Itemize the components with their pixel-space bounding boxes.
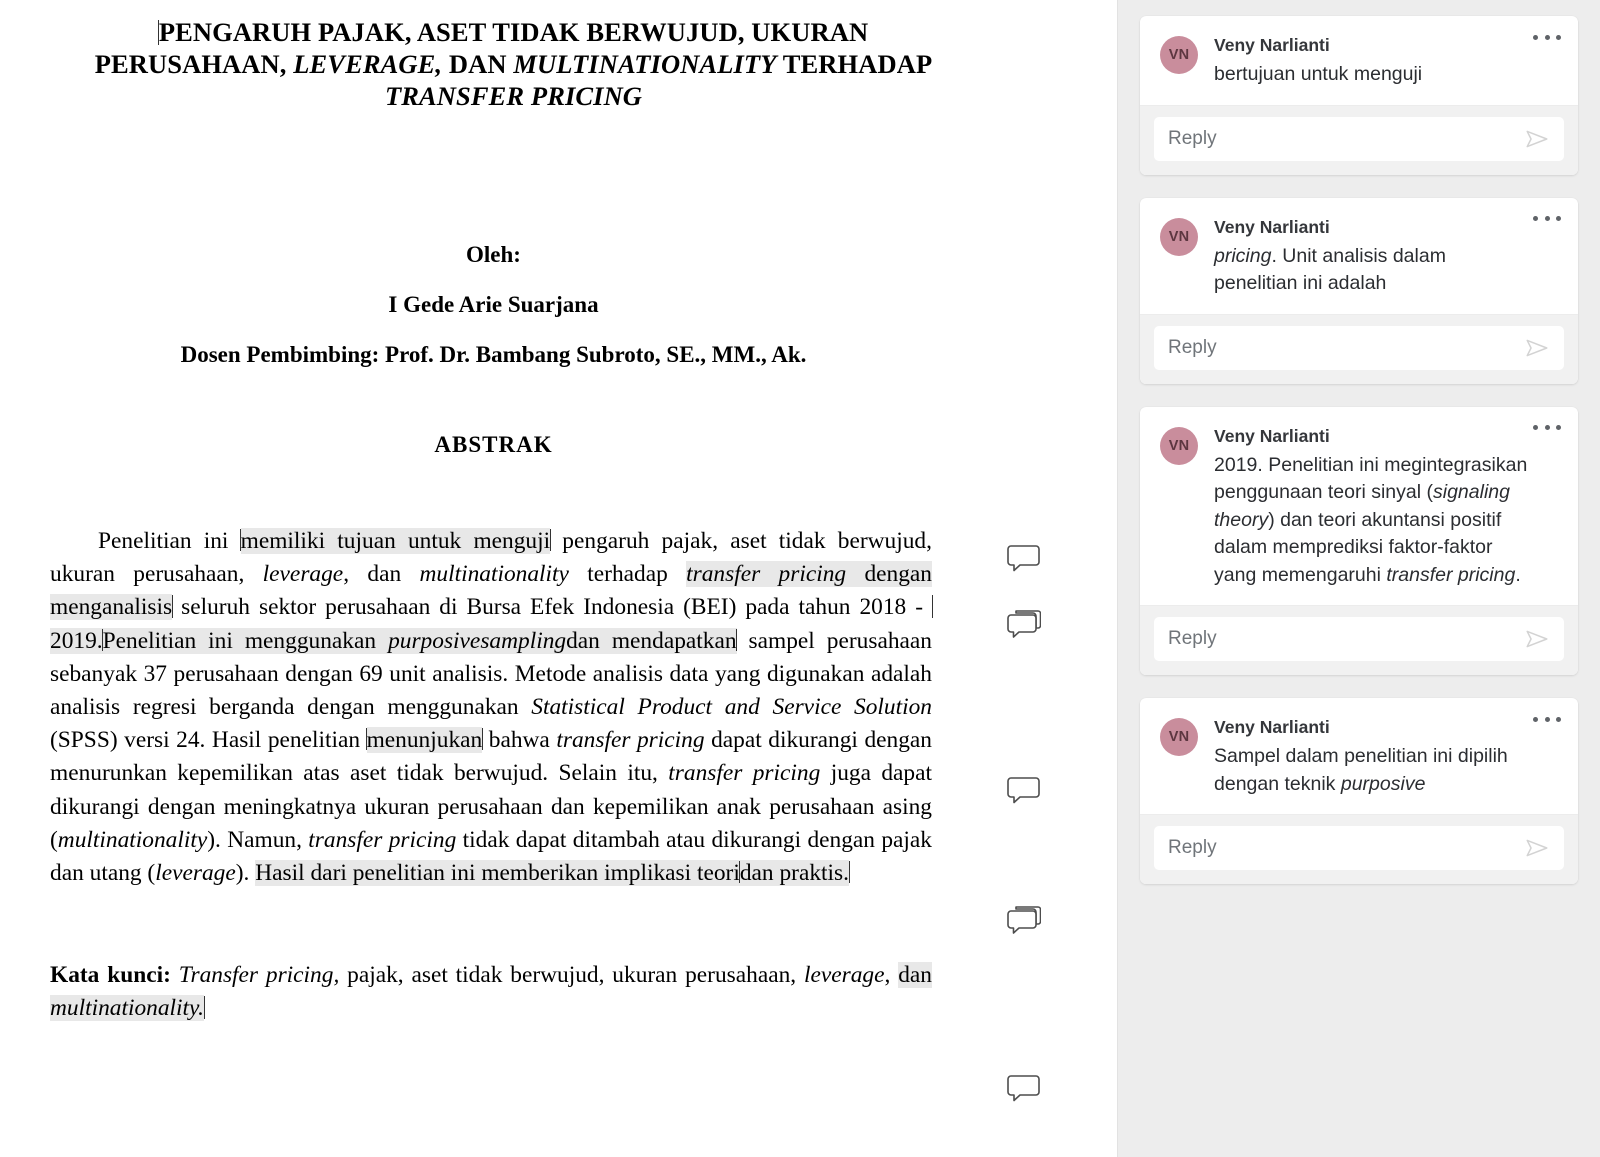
comment-footer xyxy=(1140,814,1578,884)
keywords-label: Kata kunci: xyxy=(50,962,171,989)
abstract-run-12: tidak dapat ditambah atau dikurangi dengan pajak dan utang ( xyxy=(50,826,932,887)
comment-text-run: Sampel dalam penelitian ini dipilih dengan teknik xyxy=(1214,745,1508,795)
highlight-italic-sampling: sampling xyxy=(480,627,567,654)
oleh-label: Oleh: xyxy=(466,242,521,267)
abstract-run-3: , dan xyxy=(343,561,420,588)
dot xyxy=(1545,717,1550,722)
comment-anchor-3[interactable] xyxy=(1007,775,1041,805)
abstract-italic-leverage: leverage xyxy=(262,561,344,588)
comment-card[interactable] xyxy=(1140,698,1578,884)
abstract-run-9: dapat dikurangi dengan menurunkan kepemilikan atas aset tidak berwujud. Selain itu, xyxy=(50,727,932,787)
comment-anchor-5[interactable] xyxy=(1007,1073,1041,1103)
comment-author: Veny Narlianti xyxy=(1214,425,1330,446)
comment-body xyxy=(1140,16,1578,105)
comment-text-run-italic: signaling theory xyxy=(1214,481,1510,531)
text-caret xyxy=(932,595,933,617)
comment-body xyxy=(1140,698,1578,814)
comment-anchor-4[interactable] xyxy=(1007,905,1041,935)
comment-text-run-italic: purposive xyxy=(1340,772,1426,795)
highlight-run-7: Hasil dari penelitian ini memberikan implikasi teori xyxy=(255,860,740,887)
abstract-run-8: bahwa xyxy=(482,727,557,754)
keywords-highlight-dan: dan xyxy=(898,962,932,989)
author-name: I Gede Arie Suarjana xyxy=(388,292,599,317)
text-caret xyxy=(204,996,205,1018)
reply-input[interactable] xyxy=(1168,128,1524,150)
highlight-run-4: Penelitian ini menggunakan xyxy=(102,627,389,654)
comment-anchor-1[interactable] xyxy=(1007,543,1041,573)
abstract-run-4: terhadap xyxy=(568,561,687,588)
dot xyxy=(1556,35,1561,40)
highlight-italic-purposive: purposive xyxy=(388,627,481,654)
comment-more-options-icon[interactable] xyxy=(1530,708,1564,730)
comment-more-options-icon[interactable] xyxy=(1530,26,1564,48)
abstract-heading: ABSTRAK xyxy=(434,432,553,457)
abstract-run-1: Penelitian ini xyxy=(98,528,241,554)
title-part-terhadap: TERHADAP xyxy=(776,49,933,79)
highlight-run-1: memiliki tujuan untuk menguji xyxy=(240,528,551,554)
comment-text-run: 2019. Penelitian ini megintegrasikan penggunaan teori sinyal ( xyxy=(1214,453,1528,503)
send-icon[interactable] xyxy=(1524,126,1550,152)
comment-anchor-2[interactable] xyxy=(1007,609,1041,639)
text-caret xyxy=(849,861,850,883)
comment-more-options-icon[interactable] xyxy=(1530,417,1564,439)
keyword-multinationality: multinationality. xyxy=(50,995,204,1022)
reply-input[interactable] xyxy=(1168,628,1524,650)
comment-text xyxy=(1214,243,1532,298)
abstract-italic-multinationality: multinationality xyxy=(419,561,569,588)
avatar: VN xyxy=(1160,218,1198,256)
comment-text xyxy=(1214,452,1532,590)
abstract-run-13: ). xyxy=(235,860,256,887)
keywords-plain-1: pajak, aset tidak berwujud, ukuran perusahaan, xyxy=(339,962,804,989)
dot xyxy=(1545,216,1550,221)
abstract-italic-spss-name: Statistical Product and Service Solution xyxy=(531,694,932,721)
comment-anchor-gutter xyxy=(1007,0,1057,1157)
dot xyxy=(1545,425,1550,430)
byline-block xyxy=(0,230,1117,380)
dot xyxy=(1556,425,1561,430)
keywords-plain-2: , xyxy=(884,962,899,989)
abstract-italic-transfer-pricing: transfer pricing xyxy=(686,561,847,588)
dot xyxy=(1533,425,1538,430)
title-part-transfer-pricing: TRANSFER PRICING xyxy=(384,81,643,111)
keyword-leverage: leverage xyxy=(803,962,885,989)
keyword-transfer-pricing: Transfer pricing, xyxy=(170,962,340,989)
abstract-body xyxy=(50,525,932,890)
title-part-dan: DAN xyxy=(442,49,514,79)
reply-row[interactable] xyxy=(1154,326,1564,370)
abstract-italic-leverage-2: leverage xyxy=(155,860,236,887)
comment-bubble-icon xyxy=(1007,775,1041,805)
avatar: VN xyxy=(1160,427,1198,465)
reply-input[interactable] xyxy=(1168,337,1524,359)
send-icon[interactable] xyxy=(1524,335,1550,361)
highlight-run-3: 2019. xyxy=(50,627,103,654)
abstract-italic-tp-3: transfer pricing xyxy=(308,826,457,853)
keywords-line xyxy=(50,959,932,1025)
abstract-run-11: ). Namun, xyxy=(207,826,309,853)
comment-text xyxy=(1214,743,1532,798)
reply-input[interactable] xyxy=(1168,837,1524,859)
dot xyxy=(1533,35,1538,40)
title-part-leverage: LEVERAGE, xyxy=(293,49,443,79)
abstract-run-6: sampel perusahaan sebanyak 37 perusahaan dengan 69 unit analisis. Metode analisis data yang digunakan adalah analisis regresi berganda dengan menggunakan xyxy=(50,627,932,721)
comment-text-run: ) dan teori akuntansi positif dalam memprediksi faktor-faktor yang memengaruhi xyxy=(1214,508,1502,586)
abstract-italic-tp-1: transfer pricing xyxy=(556,727,705,754)
highlight-run-8: dan praktis. xyxy=(739,860,849,887)
comment-card[interactable] xyxy=(1140,407,1578,676)
dot xyxy=(1533,717,1538,722)
comment-footer xyxy=(1140,314,1578,384)
comment-card[interactable] xyxy=(1140,198,1578,384)
dot xyxy=(1556,216,1561,221)
comment-text-column xyxy=(1214,716,1558,798)
comment-bubble-stacked-icon xyxy=(1007,905,1041,935)
dot xyxy=(1545,35,1550,40)
highlight-run-2: dengan menganalisis xyxy=(50,561,932,621)
comment-bubble-icon xyxy=(1007,543,1041,573)
comment-text-run: bertujuan untuk menguji xyxy=(1214,63,1423,85)
abstract-paragraph xyxy=(50,525,932,890)
abstract-run-7: (SPSS) versi 24. Hasil penelitian xyxy=(50,727,367,754)
reply-row[interactable] xyxy=(1154,617,1564,661)
supervisor-name: Dosen Pembimbing: Prof. Dr. Bambang Subroto, SE., MM., Ak. xyxy=(180,342,807,367)
comment-text-run: . xyxy=(1515,563,1521,586)
reply-row[interactable] xyxy=(1154,117,1564,161)
abstract-run-5: seluruh sektor perusahaan di Bursa Efek Indonesia (BEI) pada tahun 2018 - xyxy=(172,594,932,621)
comment-more-options-icon[interactable] xyxy=(1530,208,1564,230)
comment-author: Veny Narlianti xyxy=(1214,717,1330,737)
title-part-main: PENGARUH PAJAK, ASET TIDAK BERWUJUD, UKURAN PERUSAHAAN, xyxy=(94,17,869,79)
comment-body xyxy=(1140,407,1578,606)
comment-footer xyxy=(1140,105,1578,175)
dot xyxy=(1556,717,1561,722)
comment-body xyxy=(1140,198,1578,314)
comment-card[interactable] xyxy=(1140,16,1578,175)
abstract-run-10: juga dapat dikurangi dengan meningkatnya ukuran perusahaan dan kepemilikan anak perusahaan asing ( xyxy=(50,760,932,853)
comment-text-run-italic: pricing xyxy=(1214,244,1272,267)
avatar: VN xyxy=(1160,36,1198,74)
highlight-run-5: dan mendapatkan xyxy=(566,627,737,654)
send-icon[interactable] xyxy=(1524,835,1550,861)
abstract-run-2: pengaruh pajak, aset tidak berwujud, ukuran perusahaan, xyxy=(50,528,932,588)
page-title xyxy=(75,16,952,112)
reply-row[interactable] xyxy=(1154,826,1564,870)
comment-author: Veny Narlianti xyxy=(1214,216,1330,237)
comment-footer xyxy=(1140,605,1578,675)
comment-author: Veny Narlianti xyxy=(1214,35,1330,55)
comment-bubble-icon xyxy=(1007,1073,1041,1103)
comment-text-column xyxy=(1214,34,1558,89)
comment-text xyxy=(1214,61,1532,89)
comment-text-column xyxy=(1214,425,1558,590)
avatar: VN xyxy=(1160,718,1198,756)
comment-text-column xyxy=(1214,216,1558,298)
comment-text-run-italic: transfer pricing xyxy=(1386,563,1516,586)
dot xyxy=(1533,216,1538,221)
comment-text-run: . Unit analisis dalam penelitian ini adalah xyxy=(1214,244,1446,294)
document-content xyxy=(0,16,1117,1026)
title-part-multinationality: MULTINATIONALITY xyxy=(513,49,777,79)
abstract-italic-multinationality-2: multinationality xyxy=(57,826,208,853)
highlight-run-6: menunjukan xyxy=(366,727,483,754)
abstract-italic-tp-2: transfer pricing xyxy=(668,760,821,787)
send-icon[interactable] xyxy=(1524,626,1550,652)
comment-bubble-stacked-icon xyxy=(1007,609,1041,639)
comments-panel xyxy=(1118,0,1600,1157)
